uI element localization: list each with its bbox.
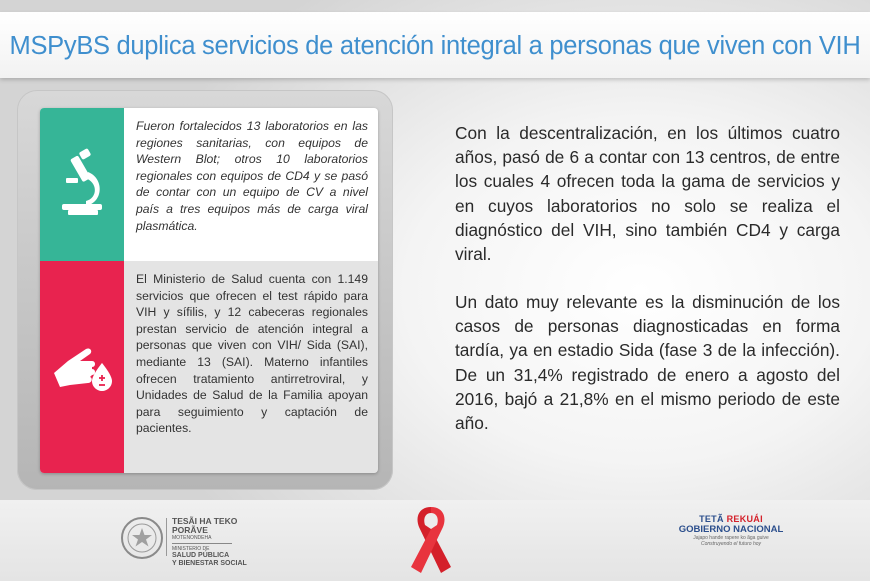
- government-divider: [166, 518, 167, 556]
- tk-line2: GOBIERNO NACIONAL: [678, 524, 784, 535]
- tk-word2: REKUÁI: [726, 514, 763, 524]
- gov-line1: TESÃI HA TEKO: [172, 516, 238, 526]
- tk-word1: TETÃ: [699, 514, 724, 524]
- title-bar: [0, 12, 870, 78]
- microscope-icon: [58, 148, 108, 220]
- finger-blood-drop-icon: [52, 343, 114, 393]
- tk-line1: [676, 514, 786, 524]
- paragraph-late-diagnosis: Un dato muy relevante es la disminución de los casos de personas diagnosticadas en forma tardía, ya en estadio Sida (fase 3 de la infección). De un 31,4% registrado de enero a agosto del 2016, bajó a 21,8% en el mismo periodo de este año.: [455, 292, 840, 434]
- tetã-rekuai-logo: [676, 514, 786, 558]
- tk-line3: Jajapo hande rapere ko ãga guive: [693, 535, 769, 541]
- paragraph-decentralization: Con la descentralización, en los últimos cuatro años, pasó de 6 a contar con 13 centros, de entre los cuales 4 ofrecen toda la gama de servicios y en cuyos laboratorios no solo se realiza el diagnóstico del VIH, sino también CD4 y carga viral.: [455, 123, 840, 265]
- gov-line5: SALUD PÚBLICA: [172, 552, 230, 559]
- page-title: MSPyBS duplica servicios de atención integral a personas que viven con VIH: [9, 32, 861, 60]
- government-logo-text: [172, 517, 247, 568]
- tk-line4: Construyendo el futuro hoy: [700, 541, 762, 547]
- services-panel-text: El Ministerio de Salud cuenta con 1.149 servicios que ofrecen el test rápido para VIH y sífilis, y 12 cabeceras regionales prestan servicio de atención integral a personas que viven con VIH/ Sida (SAI), mediante 13 (SAI). Materno infantiles ofrecen tratamiento antirretroviral, y Unidades de Salud de la Familia apoyan para seguimiento y captación de pacientes.: [136, 272, 368, 436]
- gov-line6: Y BIENESTAR SOCIAL: [172, 560, 247, 567]
- gov-separator: [172, 543, 232, 544]
- info-card: [40, 108, 378, 473]
- awareness-ribbon-icon: [407, 503, 455, 577]
- lab-panel-text: Fueron fortalecidos 13 laboratorios en las regiones sanitarias, con equipos de Western Blot; otros 10 laboratorios regionales con equipos de CD4 y se pasó de contar con un equipo de CV a nivel país a tres equipos más de carga viral plasmática.: [136, 119, 368, 233]
- gov-line3: MOTENONDEHA: [172, 535, 212, 541]
- gov-line4: MINISTERIO DE: [172, 546, 210, 552]
- national-seal-icon: [120, 516, 164, 560]
- gov-line2: PORÃVE: [172, 525, 208, 535]
